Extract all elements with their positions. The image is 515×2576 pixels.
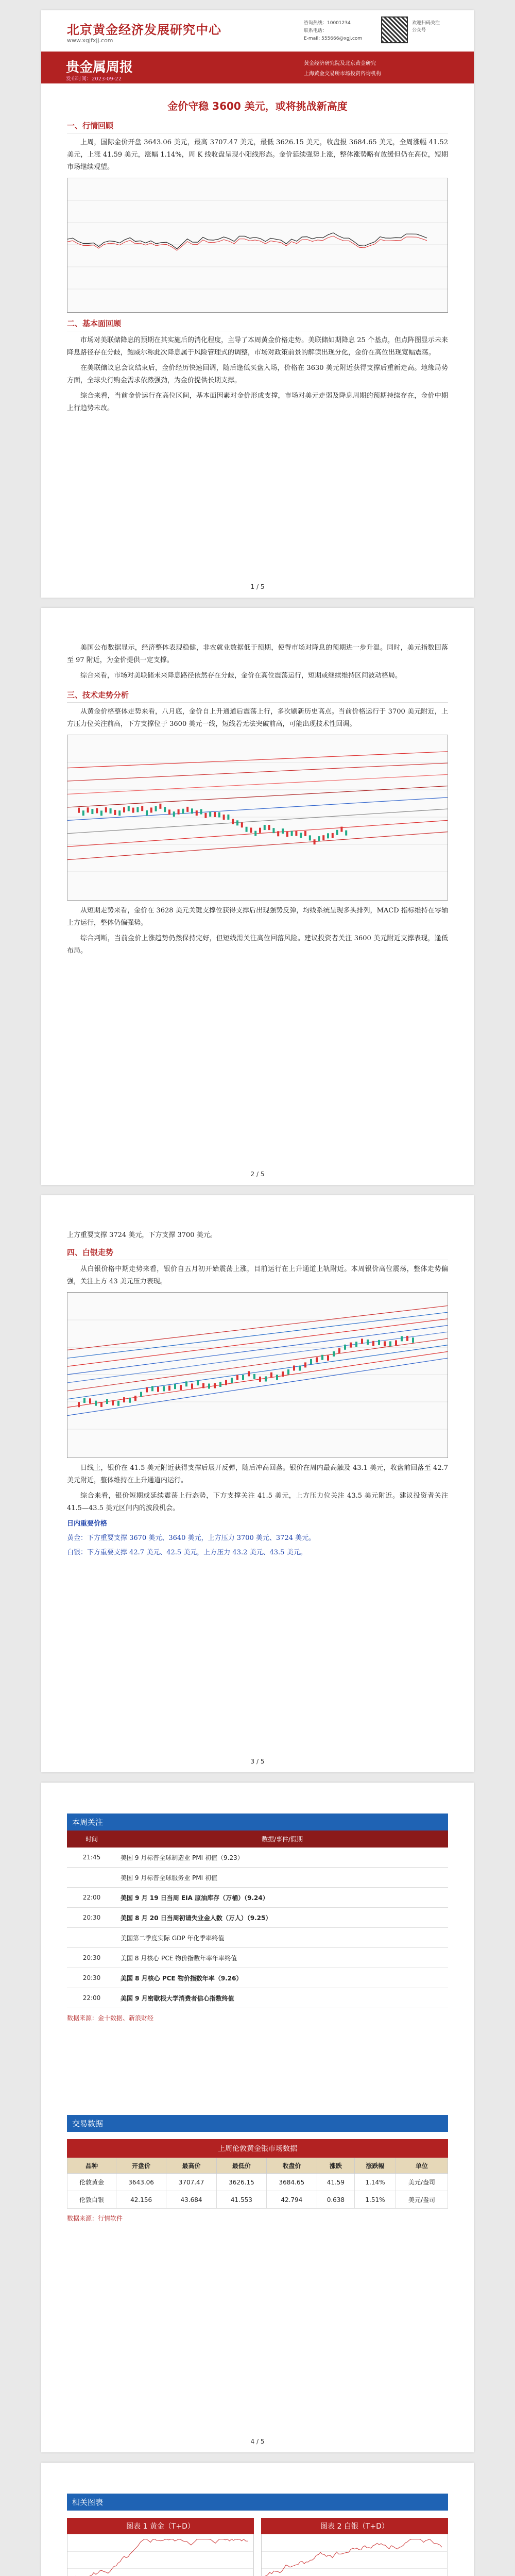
candle xyxy=(191,1383,193,1388)
candle xyxy=(123,807,125,812)
event-name: 美国 8 月核心 PCE 物价指数年率（9.26） xyxy=(116,1968,448,1988)
candle xyxy=(225,1380,227,1385)
candle xyxy=(327,1355,329,1361)
event-time xyxy=(67,1868,116,1888)
chart-grid xyxy=(67,2518,448,2576)
trend-line xyxy=(67,774,448,794)
candle xyxy=(157,1387,159,1392)
candle xyxy=(106,1399,108,1404)
chart-card-title: 图表 2 白银（T+D） xyxy=(261,2518,448,2534)
event-time: 22:00 xyxy=(67,1888,116,1908)
candle xyxy=(242,1375,244,1380)
col-header: 品种 xyxy=(67,2158,116,2174)
candle xyxy=(304,831,306,836)
price-table xyxy=(67,2139,448,2209)
candle xyxy=(123,1397,125,1402)
gold-chart xyxy=(67,178,448,313)
candle xyxy=(253,1374,255,1379)
candle xyxy=(208,1383,210,1388)
candle xyxy=(344,1345,346,1350)
candle xyxy=(322,835,324,840)
band-right xyxy=(304,59,381,79)
candle xyxy=(332,833,334,838)
article-title: 金价守稳 3600 美元，或将挑战新高度 xyxy=(167,100,348,112)
contact-line: E-mail: 555666@xgj.com xyxy=(304,36,363,41)
candle xyxy=(378,1340,380,1345)
candle xyxy=(248,1371,250,1376)
contact-info xyxy=(304,20,362,43)
table-cell: 42.794 xyxy=(267,2191,317,2209)
candle xyxy=(401,1336,403,1341)
candle xyxy=(95,1401,97,1406)
event-name: 美国第二季度实际 GDP 年化季率终值 xyxy=(116,1928,448,1948)
candle xyxy=(246,827,248,832)
candle xyxy=(395,1340,397,1345)
candle xyxy=(196,810,198,816)
trend-line xyxy=(67,1332,448,1383)
candle xyxy=(345,831,347,836)
candle xyxy=(112,1400,114,1405)
calendar-row xyxy=(67,1908,448,1928)
event-name: 美国 8 月核心 PCE 物价指数年率年率终值 xyxy=(116,1948,448,1968)
paragraph: 综合来看，银价短期或延续震荡上行态势，下方支撑关注 41.5 美元，上方压力位关注 43.5 美元附近。建议投资者关注 41.5—43.5 美元区间内的波段机会。 xyxy=(67,1492,448,1512)
table-cell: 美元/盎司 xyxy=(396,2174,448,2191)
ma-line xyxy=(67,236,427,250)
org-url[interactable]: www.xgjfxjj.com xyxy=(67,37,113,44)
candle xyxy=(182,809,184,814)
mini-chart-svg xyxy=(262,2534,447,2576)
mini-chart-svg xyxy=(67,2534,253,2576)
report-date: 发布时间：2023-09-22 xyxy=(66,76,122,82)
chart-card xyxy=(67,2518,254,2576)
table-cell: 42.156 xyxy=(116,2191,166,2209)
trend-line xyxy=(67,1358,448,1415)
table-cell: 3626.15 xyxy=(216,2174,266,2191)
col-header: 最低价 xyxy=(216,2158,266,2174)
col-header: 涨跌 xyxy=(317,2158,355,2174)
report-title: 贵金属周报 xyxy=(66,60,133,75)
band-line: 黄金经济研究院及北京黄金研究 xyxy=(304,61,376,66)
candle xyxy=(128,806,130,811)
page-3 xyxy=(41,1195,474,1772)
candle xyxy=(114,810,116,815)
candle xyxy=(186,807,188,812)
candle xyxy=(78,1402,80,1407)
band-line: 上海黄金交易所市场投资咨询机构 xyxy=(304,71,381,77)
candle xyxy=(254,831,256,836)
contact-line: 联系电话： xyxy=(304,28,328,33)
paragraph: 上周，国际金价开盘 3643.06 美元，最高 3707.47 美元，最低 3626.15 美元，收盘报 3684.65 美元，全周涨幅 41.52 美元，上涨 41.59 美元，涨幅 1.14%，周 K 线收盘呈现小阳线形态。金价延续强势上涨，整体涨势略有放缓但仍在高位，短期市场继续观望。 xyxy=(67,139,448,171)
event-time: 22:00 xyxy=(67,1988,116,2008)
candle xyxy=(384,1341,386,1346)
col-header: 时间 xyxy=(67,1831,116,1848)
candle xyxy=(406,1336,408,1341)
page-1 xyxy=(41,10,474,598)
title-band xyxy=(41,52,474,83)
candle xyxy=(219,1382,221,1387)
trade-bar: 交易数据 xyxy=(67,2115,448,2132)
candle xyxy=(287,1369,289,1375)
candle xyxy=(295,831,297,836)
candle xyxy=(264,825,266,830)
candle xyxy=(159,804,161,809)
candle xyxy=(314,839,316,844)
focus-title: 日内重要价格 xyxy=(67,1520,108,1528)
section-heading: 四、白银走势 xyxy=(67,1247,448,1260)
candle xyxy=(338,1348,340,1353)
candle xyxy=(214,812,216,817)
table-cell: 43.684 xyxy=(166,2191,216,2209)
calendar-row xyxy=(67,1988,448,2008)
event-time: 21:45 xyxy=(67,1848,116,1868)
price-source: 数据来源：行情软件 xyxy=(67,2215,123,2222)
candle xyxy=(146,810,148,816)
candle xyxy=(259,828,261,833)
candle xyxy=(241,822,243,827)
table-cell: 3643.06 xyxy=(116,2174,166,2191)
technical-chart-svg xyxy=(67,735,448,899)
org-name: 北京黄金经济发展研究中心 xyxy=(67,23,221,37)
candle xyxy=(355,1342,357,1347)
candle xyxy=(185,1381,187,1386)
calendar-row xyxy=(67,1968,448,1988)
section-heading: 三、技术走势分析 xyxy=(67,689,448,703)
candle xyxy=(204,813,207,818)
candle xyxy=(163,1386,165,1391)
candle xyxy=(200,809,202,815)
candle xyxy=(168,1385,170,1391)
candle xyxy=(87,807,89,812)
event-name: 美国 9 月标普全球服务业 PMI 初值 xyxy=(116,1868,448,1888)
candle xyxy=(389,1341,391,1346)
candle xyxy=(197,1380,199,1385)
trend-line xyxy=(67,1345,448,1399)
event-time xyxy=(67,1928,116,1948)
candle xyxy=(250,827,252,833)
section-heading: 一、行情回顾 xyxy=(67,120,448,133)
event-time: 20:30 xyxy=(67,1908,116,1928)
candle xyxy=(117,1401,119,1406)
col-header: 开盘价 xyxy=(116,2158,166,2174)
candle xyxy=(89,1398,91,1403)
col-header: 数据/事件/假期 xyxy=(116,1831,448,1848)
event-name: 美国 9 月密歇根大学消费者信心指数终值 xyxy=(116,1988,448,2008)
candle xyxy=(236,1375,238,1380)
calendar-bar: 本周关注 xyxy=(67,1814,448,1831)
candle xyxy=(132,808,134,813)
event-name: 美国 8 月 20 日当周初请失业金人数（万人）（9.25） xyxy=(116,1908,448,1928)
candle xyxy=(367,1340,369,1345)
candle xyxy=(340,827,342,832)
table-cell: 1.51% xyxy=(355,2191,396,2209)
col-header: 单位 xyxy=(396,2158,448,2174)
table-cell: 41.59 xyxy=(317,2174,355,2191)
candle xyxy=(372,1341,374,1346)
candle xyxy=(78,808,80,813)
candle xyxy=(270,1372,272,1378)
trend-line xyxy=(67,1312,448,1358)
candle xyxy=(300,833,302,838)
candle xyxy=(191,808,193,814)
calendar-row xyxy=(67,1848,448,1868)
candle xyxy=(223,815,225,820)
trend-line xyxy=(67,786,448,807)
event-name: 美国 9 月标普全球制造业 PMI 初值（9.23） xyxy=(116,1848,448,1868)
table-cell: 伦敦白银 xyxy=(67,2191,116,2209)
candle xyxy=(150,807,152,812)
contact-line: 咨询热线：10001234 xyxy=(304,21,351,26)
table-cell: 3707.47 xyxy=(166,2174,216,2191)
candle xyxy=(83,1398,85,1403)
candle xyxy=(304,1362,306,1367)
page-number: 1 / 5 xyxy=(250,583,265,590)
page-5 xyxy=(41,2463,474,2576)
focus-line: 黄金：下方重要支撑 3670 美元、3640 美元，上方压力 3700 美元、3724 美元。 xyxy=(67,1534,316,1542)
candle xyxy=(259,1377,261,1382)
paragraph: 美国公布数据显示，经济整体表现稳健，非农就业数据低于预期，使得市场对降息的预期进一步升温。同时，美元指数回落至 97 附近，为金价提供一定支撑。 xyxy=(67,644,448,664)
candle xyxy=(293,1365,295,1370)
page-number: 3 / 5 xyxy=(250,1758,265,1765)
paragraph: 从黄金价格整体走势来看，八月底，金价自上升通道后震荡上行，多次刷新历史高点。当前价格运行于 3700 美元附近，上方压力位关注前高，下方支撑位于 3600 美元一线，短线若无法突破前高，可能出现技术性回调。 xyxy=(67,708,448,728)
candle xyxy=(412,1337,414,1343)
candle xyxy=(146,1387,148,1393)
focus-line: 白银：下方重要支撑 42.7 美元、42.5 美元，上方压力 43.2 美元、43.5 美元。 xyxy=(67,1549,307,1556)
paragraph: 从白银价格中期走势来看，银价自五月初开始震荡上涨，目前运行在上升通道上轨附近。本周银价高位震荡，整体走势偏强，关注上方 43 美元压力表现。 xyxy=(67,1265,448,1285)
candle xyxy=(231,1378,233,1383)
candle xyxy=(174,1384,176,1389)
calendar-row xyxy=(67,1948,448,1968)
calendar-source: 数据来源：金十数据、新浪财经 xyxy=(67,2014,154,2022)
paragraph: 综合来看，当前金价运行在高位区间，基本面因素对金价形成支撑，市场对美元走弱及降息周期的预期持续存在，金价中期上行趋势未改。 xyxy=(67,392,448,412)
table-cell: 伦敦黄金 xyxy=(67,2174,116,2191)
table-row xyxy=(67,2191,448,2209)
page-number: 4 / 5 xyxy=(250,2438,265,2445)
candle xyxy=(100,810,102,816)
candle xyxy=(282,1371,284,1377)
calendar-row xyxy=(67,1888,448,1908)
trend-line xyxy=(67,809,448,834)
table-row xyxy=(67,2174,448,2191)
paragraph: 上方重要支撑 3724 美元，下方支撑 3700 美元。 xyxy=(67,1231,217,1239)
candle xyxy=(227,815,229,820)
candle xyxy=(350,1343,352,1348)
col-header: 最高价 xyxy=(166,2158,216,2174)
col-header: 涨跌幅 xyxy=(355,2158,396,2174)
price-table-caption: 上周伦敦黄金银市场数据 xyxy=(67,2139,448,2158)
candle xyxy=(180,1385,182,1390)
qr-note xyxy=(412,20,440,34)
candle xyxy=(141,806,143,811)
candle xyxy=(265,1376,267,1381)
candle xyxy=(299,1366,301,1371)
paragraph: 从短期走势来看，金价在 3628 美元关键支撑位获得支撑后出现强势反弹，均线系统呈现多头排列，MACD 指标维持在零轴上方运行，整体仍偏强势。 xyxy=(67,907,448,927)
candle xyxy=(327,833,329,838)
price-line xyxy=(67,233,427,249)
paragraph: 市场对美联储降息的预期在其实施后的消化程度，主导了本周黄金价格走势。美联储如期降息 25 个基点，但点阵图显示未来降息路径存在分歧，鲍威尔称此次降息属于风险管理式的调整，市场对政策前景的解读出现分化，金价在高位出现宽幅震荡。 xyxy=(67,336,448,357)
section-heading: 二、基本面回顾 xyxy=(67,318,448,331)
candle xyxy=(164,807,166,812)
paragraph: 综合来看，市场对美联储未来降息路径依然存在分歧，金价在高位震荡运行，短期或继续维持区间波动格局。 xyxy=(80,672,402,680)
candle xyxy=(268,825,270,830)
candle xyxy=(129,1398,131,1403)
candle xyxy=(178,809,180,815)
candle xyxy=(236,820,238,825)
silver-chart-svg xyxy=(67,1293,448,1456)
candle xyxy=(286,832,288,837)
trend-line xyxy=(67,1326,448,1375)
candle xyxy=(316,1357,318,1362)
trend-line xyxy=(67,820,448,846)
calendar-row xyxy=(67,1928,448,1948)
candle xyxy=(151,1386,153,1391)
trend-line xyxy=(67,832,448,860)
candle xyxy=(91,809,93,814)
candle xyxy=(202,1383,204,1388)
event-name: 美国 9 月 19 日当周 EIA 原油库存（万桶）（9.24） xyxy=(116,1888,448,1908)
col-header: 收盘价 xyxy=(267,2158,317,2174)
paragraph: 综合判断，当前金价上涨趋势仍然保持完好，但短线需关注高位回落风险。建议投资者关注 3600 美元附近支撑表现，逢低布局。 xyxy=(67,935,448,955)
note-line: 公众号 xyxy=(412,28,426,33)
table-cell: 0.638 xyxy=(317,2191,355,2209)
report-header xyxy=(41,10,474,88)
candle xyxy=(134,1396,136,1401)
candle xyxy=(136,807,139,812)
candle xyxy=(277,831,279,836)
silver-chart xyxy=(67,1292,448,1458)
candle xyxy=(232,819,234,824)
chart-card xyxy=(261,2518,448,2576)
mini-line xyxy=(262,2539,442,2576)
candle xyxy=(100,1402,102,1407)
candle xyxy=(209,811,211,817)
event-time: 20:30 xyxy=(67,1968,116,1988)
candle xyxy=(155,806,157,811)
candle xyxy=(361,1338,363,1344)
candle xyxy=(336,830,338,835)
candle xyxy=(310,1359,312,1364)
candle xyxy=(218,812,220,818)
page-2 xyxy=(41,608,474,1185)
candle xyxy=(96,808,98,813)
candle xyxy=(110,808,112,814)
candle xyxy=(82,810,84,816)
candle xyxy=(321,1355,323,1360)
mini-line xyxy=(67,2539,248,2576)
table-cell: 1.14% xyxy=(355,2174,396,2191)
charts-bar: 相关图表 xyxy=(67,2494,448,2511)
calendar-row xyxy=(67,1868,448,1888)
candle xyxy=(291,831,293,836)
note-line: 欢迎扫码关注 xyxy=(412,21,440,26)
page-number: 2 / 5 xyxy=(250,1171,265,1178)
candle xyxy=(214,1383,216,1388)
qr-code-icon xyxy=(381,16,408,43)
candle xyxy=(272,828,274,833)
chart-card-title: 图表 1 黄金（T+D） xyxy=(67,2518,254,2534)
candle xyxy=(105,807,107,812)
paragraph: 日线上，银价在 41.5 美元附近获得支撑后展开反弹，随后冲高回落。银价在周内最高触及 43.1 美元，收盘前回落至 42.7 美元附近，整体维持在上升通道内运行。 xyxy=(67,1464,448,1484)
candle xyxy=(333,1351,335,1357)
gold-chart-svg xyxy=(67,178,448,311)
table-cell: 41.553 xyxy=(216,2191,266,2209)
candle xyxy=(309,835,311,840)
candle xyxy=(118,810,121,816)
candle xyxy=(140,1392,142,1397)
event-time: 20:30 xyxy=(67,1948,116,1968)
candle xyxy=(276,1375,278,1380)
technical-chart xyxy=(67,735,448,901)
candle xyxy=(282,828,284,834)
page-4 xyxy=(41,1783,474,2452)
candle xyxy=(173,811,175,817)
table-cell: 3684.65 xyxy=(267,2174,317,2191)
paragraph: 在美联储议息会议结束后，金价经历快速回调，随后逢低买盘入场，价格在 3630 美元附近获得支撑后重新走高。地缘局势方面，全球央行购金需求依然强劲，为金价提供长期支撑。 xyxy=(67,364,448,384)
candle xyxy=(318,836,320,841)
calendar-table xyxy=(67,1831,448,2008)
candle xyxy=(168,809,170,815)
table-cell: 美元/盎司 xyxy=(396,2191,448,2209)
